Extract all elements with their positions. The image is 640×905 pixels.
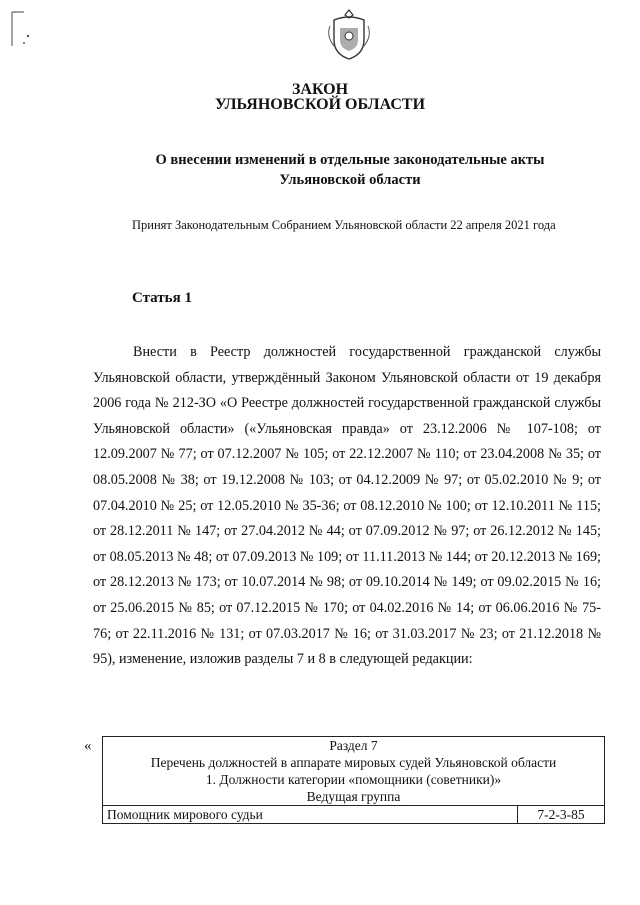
section-table [102, 736, 605, 824]
adoption-note: Принят Законодательным Собранием Ульяновской области 22 апреля 2021 года [132, 218, 556, 232]
section-number: Раздел 7 [329, 738, 378, 753]
section-list-title: Перечень должностей в аппарате мировых судей Ульяновской области [150, 755, 557, 770]
article-text: Внести в Реестр должностей государственной гражданской службы Ульяновской области, утверждённый Законом Ульяновской области от 19 декабря 2006 года № 212-ЗО «О Реестре должностей государственной гражданской службы Ульяновской области» («Ульяновская правда» от 23.12.2006 № 107-108; от 12.09.2007 № 77; от 07.12.2007 № 105; от 22.12.2007 № 110; от 23.04.2008 № 35; от 08.05.2008 № 38; от 19.12.2008 № 103; от 04.12.2009 № 97; от 05.02.2010 № 9; от 07.04.2010 № 25; от 12.05.2010 № 35-36; от 08.12.2010 № 100; от 12.10.2011 № 115; от 28.12.2011 № 147; от 27.04.2012 № 44; от 07.09.2012 № 97; от 26.12.2012 № 145; от 08.05.2013 № 48; от 07.09.2013 № 109; от 11.11.2013 № 144; от 20.12.2013 № 169; от 28.12.2013 № 173; от 10.07.2014 № 98; от 09.10.2014 № 149; от 09.02.2015 № 16; от 25.06.2015 № 85; от 07.12.2015 № 170; от 04.02.2016 № 14; от 06.06.2016 № 75-76; от 22.11.2016 № 131; от 07.03.2017 № 16; от 31.03.2017 № 23; от 21.12.2018 № 95), изменение, изложив разделы 7 и 8 в следующей редакции: [93, 344, 601, 668]
law-subject: О внесении изменений в отдельные законодательные акты Ульяновской области [155, 152, 545, 188]
law-region: УЛЬЯНОВСКОЙ ОБЛАСТИ [214, 96, 426, 113]
section-header-row [103, 737, 605, 806]
scan-corner-mark [10, 10, 32, 50]
section-category: 1. Должности категории «помощники (советники)» [205, 772, 502, 787]
law-title: ЗАКОН [291, 81, 349, 98]
position-cell: Помощник мирового судьи [103, 806, 518, 824]
table-row [103, 806, 605, 824]
section-group: Ведущая группа [306, 789, 401, 804]
article-heading: Статья 1 [132, 290, 192, 306]
opening-quote: « [84, 738, 92, 754]
section-header-cell [103, 737, 605, 806]
coat-of-arms-icon [324, 6, 374, 62]
position-code-cell: 7-2-3-85 [518, 806, 605, 824]
